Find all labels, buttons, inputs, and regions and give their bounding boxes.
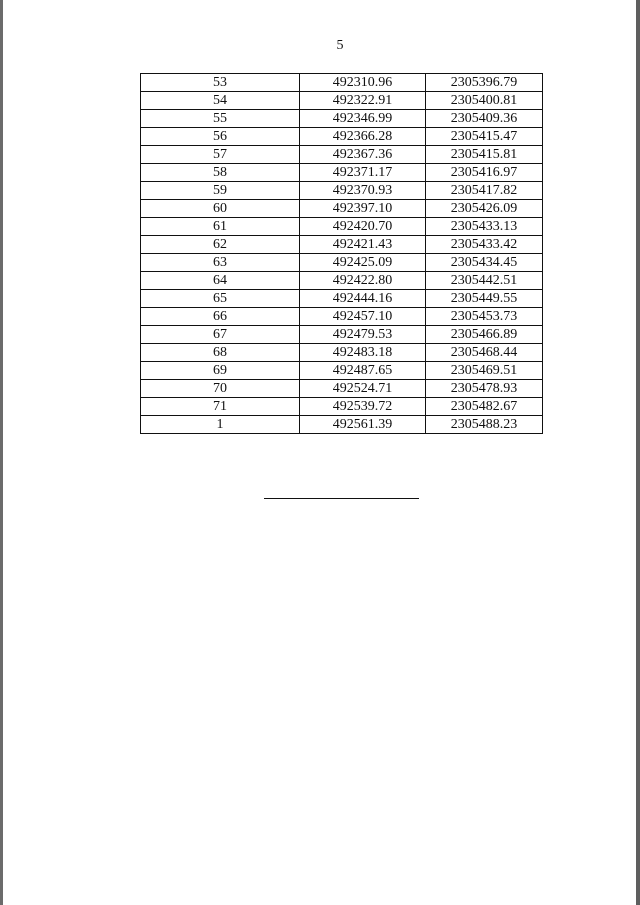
point-number-cell: 63 — [141, 254, 300, 272]
x-coordinate-cell: 492483.18 — [300, 344, 426, 362]
x-coordinate-cell: 492539.72 — [300, 398, 426, 416]
y-coordinate-cell: 2305469.51 — [426, 362, 543, 380]
y-coordinate-cell: 2305482.67 — [426, 398, 543, 416]
y-coordinate-cell: 2305442.51 — [426, 272, 543, 290]
x-coordinate-cell: 492367.36 — [300, 146, 426, 164]
y-coordinate-cell: 2305396.79 — [426, 74, 543, 92]
coordinates-table — [140, 73, 543, 434]
table-row — [141, 326, 543, 344]
point-number-cell: 64 — [141, 272, 300, 290]
table-row — [141, 362, 543, 380]
x-coordinate-cell: 492425.09 — [300, 254, 426, 272]
x-coordinate-cell: 492397.10 — [300, 200, 426, 218]
table-row — [141, 308, 543, 326]
point-number-cell: 56 — [141, 128, 300, 146]
table-row — [141, 110, 543, 128]
point-number-cell: 62 — [141, 236, 300, 254]
point-number-cell: 53 — [141, 74, 300, 92]
table-row — [141, 128, 543, 146]
table-row — [141, 416, 543, 434]
point-number-cell: 59 — [141, 182, 300, 200]
x-coordinate-cell: 492561.39 — [300, 416, 426, 434]
x-coordinate-cell: 492310.96 — [300, 74, 426, 92]
y-coordinate-cell: 2305453.73 — [426, 308, 543, 326]
table-row — [141, 272, 543, 290]
x-coordinate-cell: 492444.16 — [300, 290, 426, 308]
table-row — [141, 182, 543, 200]
x-coordinate-cell: 492371.17 — [300, 164, 426, 182]
point-number-cell: 60 — [141, 200, 300, 218]
x-coordinate-cell: 492457.10 — [300, 308, 426, 326]
y-coordinate-cell: 2305433.13 — [426, 218, 543, 236]
point-number-cell: 71 — [141, 398, 300, 416]
y-coordinate-cell: 2305488.23 — [426, 416, 543, 434]
x-coordinate-cell: 492370.93 — [300, 182, 426, 200]
y-coordinate-cell: 2305466.89 — [426, 326, 543, 344]
y-coordinate-cell: 2305426.09 — [426, 200, 543, 218]
point-number-cell: 68 — [141, 344, 300, 362]
table-row — [141, 92, 543, 110]
y-coordinate-cell: 2305409.36 — [426, 110, 543, 128]
table-row — [141, 344, 543, 362]
point-number-cell: 57 — [141, 146, 300, 164]
x-coordinate-cell: 492524.71 — [300, 380, 426, 398]
y-coordinate-cell: 2305417.82 — [426, 182, 543, 200]
point-number-cell: 58 — [141, 164, 300, 182]
table-row — [141, 254, 543, 272]
x-coordinate-cell: 492421.43 — [300, 236, 426, 254]
y-coordinate-cell: 2305449.55 — [426, 290, 543, 308]
x-coordinate-cell: 492487.65 — [300, 362, 426, 380]
y-coordinate-cell: 2305400.81 — [426, 92, 543, 110]
table-row — [141, 236, 543, 254]
x-coordinate-cell: 492366.28 — [300, 128, 426, 146]
table-row — [141, 218, 543, 236]
table-row — [141, 74, 543, 92]
point-number-cell: 55 — [141, 110, 300, 128]
table-row — [141, 290, 543, 308]
y-coordinate-cell: 2305434.45 — [426, 254, 543, 272]
y-coordinate-cell: 2305478.93 — [426, 380, 543, 398]
x-coordinate-cell: 492322.91 — [300, 92, 426, 110]
x-coordinate-cell: 492420.70 — [300, 218, 426, 236]
point-number-cell: 69 — [141, 362, 300, 380]
y-coordinate-cell: 2305468.44 — [426, 344, 543, 362]
scan-edge-right — [636, 0, 640, 905]
point-number-cell: 70 — [141, 380, 300, 398]
x-coordinate-cell: 492422.80 — [300, 272, 426, 290]
end-of-document-rule — [264, 498, 419, 499]
y-coordinate-cell: 2305415.81 — [426, 146, 543, 164]
point-number-cell: 67 — [141, 326, 300, 344]
page-number: 5 — [336, 38, 344, 53]
y-coordinate-cell: 2305415.47 — [426, 128, 543, 146]
scan-edge-left — [0, 0, 3, 905]
point-number-cell: 66 — [141, 308, 300, 326]
x-coordinate-cell: 492479.53 — [300, 326, 426, 344]
table-row — [141, 380, 543, 398]
coordinates-table-body — [141, 74, 543, 434]
table-row — [141, 164, 543, 182]
table-row — [141, 146, 543, 164]
table-row — [141, 200, 543, 218]
point-number-cell: 61 — [141, 218, 300, 236]
y-coordinate-cell: 2305416.97 — [426, 164, 543, 182]
point-number-cell: 65 — [141, 290, 300, 308]
y-coordinate-cell: 2305433.42 — [426, 236, 543, 254]
table-row — [141, 398, 543, 416]
x-coordinate-cell: 492346.99 — [300, 110, 426, 128]
point-number-cell: 54 — [141, 92, 300, 110]
point-number-cell: 1 — [141, 416, 300, 434]
